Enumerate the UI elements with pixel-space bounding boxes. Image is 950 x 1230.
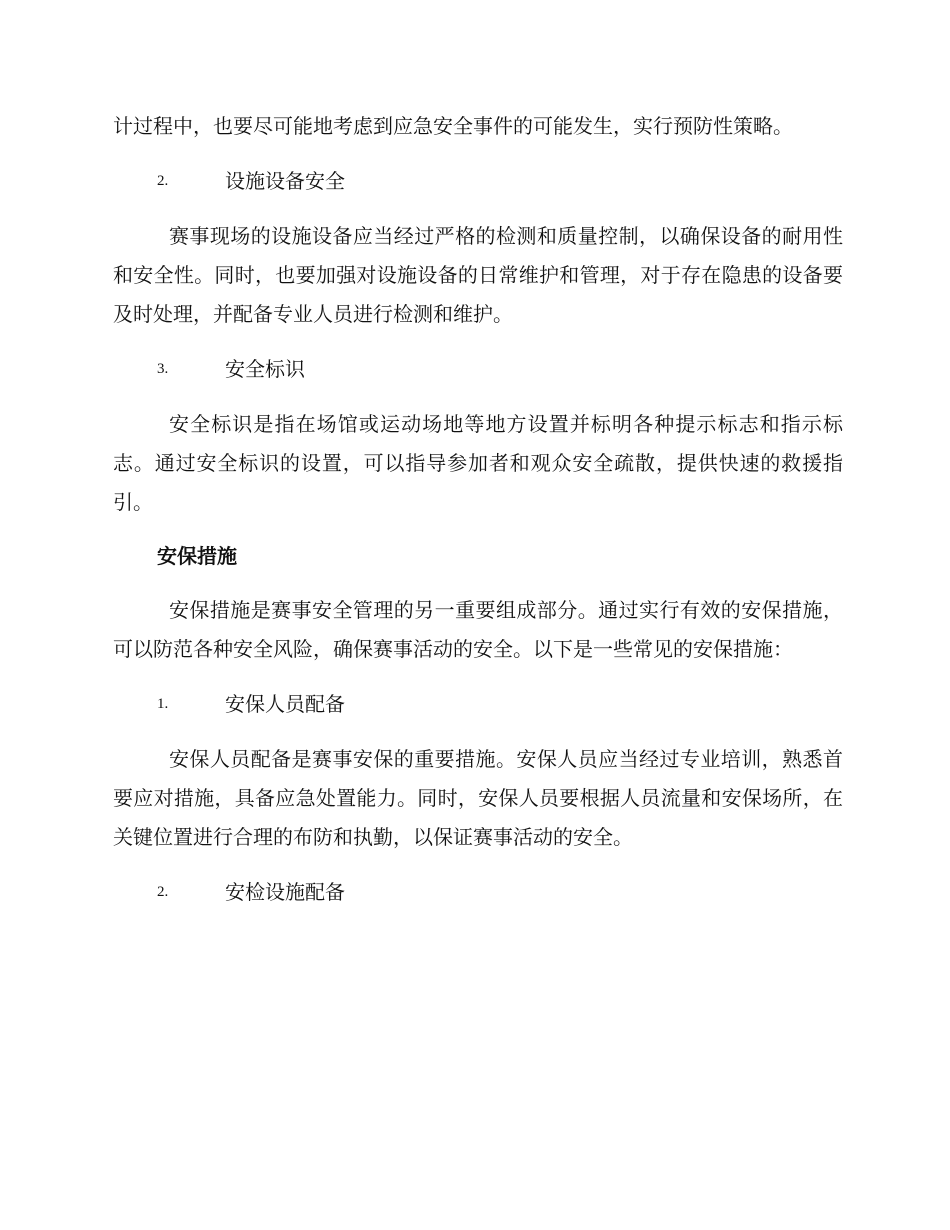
section-heading-security-measures: 安保措施	[157, 544, 237, 568]
list-number: 2.	[157, 173, 169, 189]
list-item-title: 安检设施配备	[225, 880, 345, 904]
list-number: 2.	[157, 884, 169, 900]
list-item-safety-signs	[113, 350, 843, 389]
list-number: 1.	[157, 696, 169, 712]
list-number: 3.	[157, 361, 169, 377]
list-item-facility-safety	[113, 162, 843, 201]
list-item-screening-equipment	[113, 873, 843, 912]
list-item-security-staff	[113, 685, 843, 724]
paragraph-security-staff: 安保人员配备是赛事安保的重要措施。安保人员应当经过专业培训，熟悉首要应对措施，具备应急处置能力。同时，安保人员要根据人员流量和安保场所，在关键位置进行合理的布防和执勤，以保证赛事活动的安全。	[113, 747, 843, 849]
list-item-title: 安保人员配备	[225, 692, 345, 716]
paragraph-continuation: 计过程中，也要尽可能地考虑到应急安全事件的可能发生，实行预防性策略。	[113, 114, 793, 138]
paragraph-facility-safety: 赛事现场的设施设备应当经过严格的检测和质量控制，以确保设备的耐用性和安全性。同时，也要加强对设施设备的日常维护和管理，对于存在隐患的设备要及时处理，并配备专业人员进行检测和维护。	[113, 224, 843, 326]
paragraph-security-measures: 安保措施是赛事安全管理的另一重要组成部分。通过实行有效的安保措施，可以防范各种安全风险，确保赛事活动的安全。以下是一些常见的安保措施：	[113, 598, 843, 661]
list-item-title: 设施设备安全	[225, 169, 345, 193]
list-item-title: 安全标识	[225, 357, 305, 381]
paragraph-safety-signs: 安全标识是指在场馆或运动场地等地方设置并标明各种提示标志和指示标志。通过安全标识的设置，可以指导参加者和观众安全疏散，提供快速的救援指引。	[113, 412, 843, 514]
document-page	[113, 107, 843, 912]
